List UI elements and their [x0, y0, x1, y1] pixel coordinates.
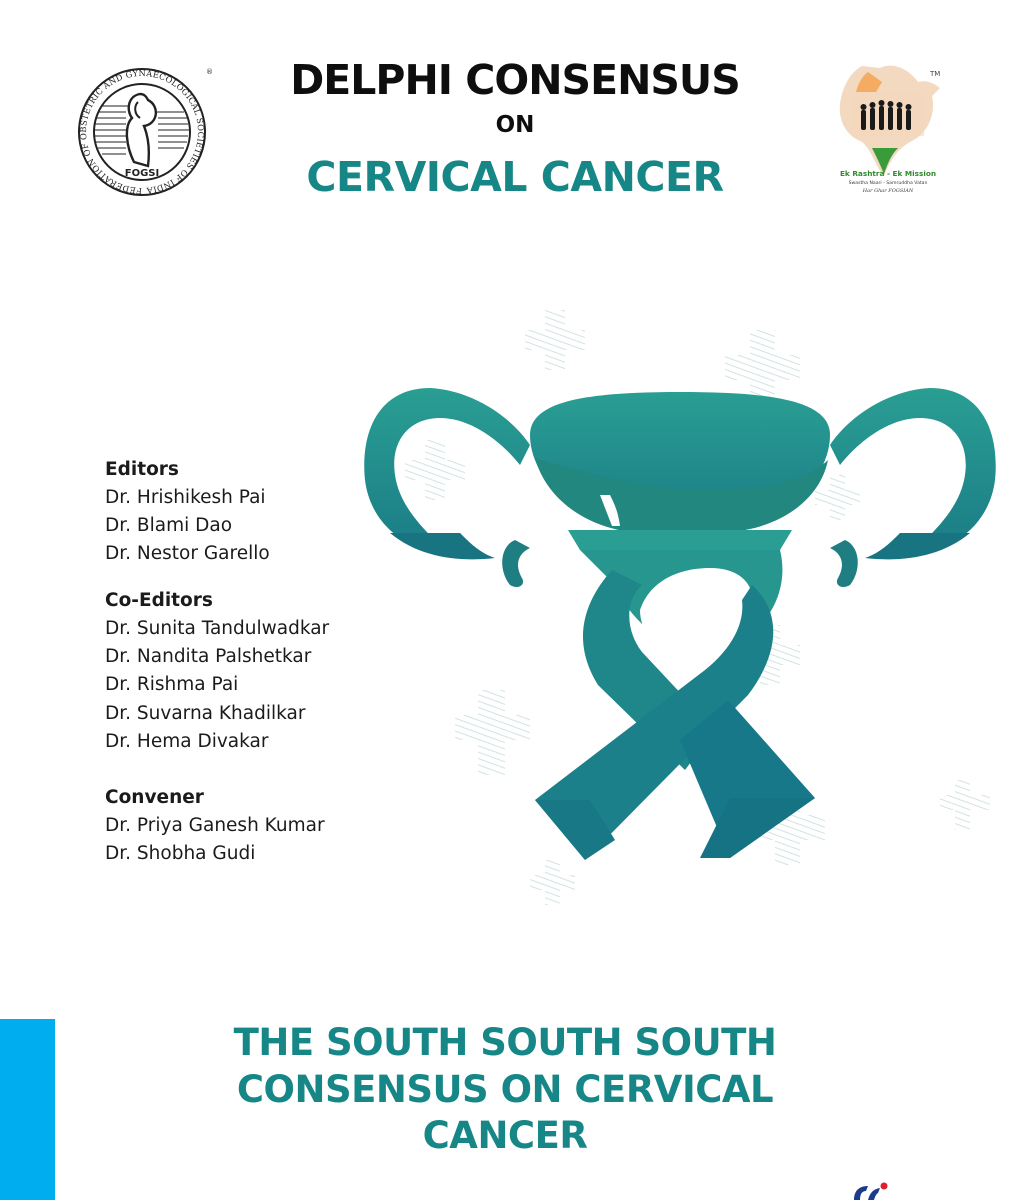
bottom-title-line: THE SOUTH SOUTH SOUTH	[233, 1021, 777, 1064]
co-editor-name: Dr. Suvarna Khadilkar	[105, 702, 306, 724]
editor-name: Dr. Nestor Garello	[105, 543, 270, 565]
page-title: DELPHI CONSENSUS	[290, 56, 740, 104]
editors-heading: Editors	[105, 459, 179, 480]
fogsi-logo	[68, 66, 216, 196]
editor-name: Dr. Blami Dao	[105, 515, 233, 537]
convener-name: Dr. Shobha Gudi	[105, 843, 256, 865]
editor-name: Dr. Hrishikesh Pai	[105, 487, 266, 508]
fogsi-ring-text: FEDERATION OF OBSTETRIC AND GYNAECOLOGICAL SOCIETIES OF INDIA	[77, 67, 207, 196]
ek-rashtra-logo	[832, 58, 944, 198]
registered-mark: ®	[206, 68, 213, 76]
ek-logo-motto: Har Ghar FOGSIAN	[862, 188, 914, 194]
ek-logo-tagline: Swastha Naari - Samruddha Vatan	[848, 181, 928, 186]
ek-logo-tm: TM	[930, 70, 941, 78]
bottom-title-line: CONSENSUS ON CERVICAL	[236, 1067, 774, 1111]
co-editor-name: Dr. Rishma Pai	[105, 674, 239, 696]
title-connector: ON	[495, 112, 535, 138]
convener-heading: Convener	[105, 787, 204, 808]
bottom-title	[200, 1020, 810, 1160]
ek-logo-slogan: Ek Rashtra - Ek Mission	[839, 169, 937, 178]
editors-section	[105, 456, 270, 569]
bottom-title-line: CANCER	[422, 1114, 588, 1157]
convener-name: Dr. Priya Ganesh Kumar	[105, 815, 325, 836]
co-editor-name: Dr. Hema Divakar	[105, 730, 269, 752]
co-editor-name: Dr. Sunita Tandulwadkar	[105, 618, 330, 639]
fogsi-acronym: FOGSI	[124, 168, 160, 179]
uterus-ribbon-illustration	[350, 300, 1010, 920]
page-subtitle: CERVICAL CANCER	[306, 153, 724, 201]
convener-section	[105, 784, 325, 868]
co-editors-heading: Co-Editors	[105, 590, 213, 611]
accent-side-bar	[0, 1019, 55, 1200]
co-editors-section	[105, 587, 329, 756]
co-editor-name: Dr. Nandita Palshetkar	[105, 646, 312, 668]
publisher-logo	[848, 1178, 892, 1200]
